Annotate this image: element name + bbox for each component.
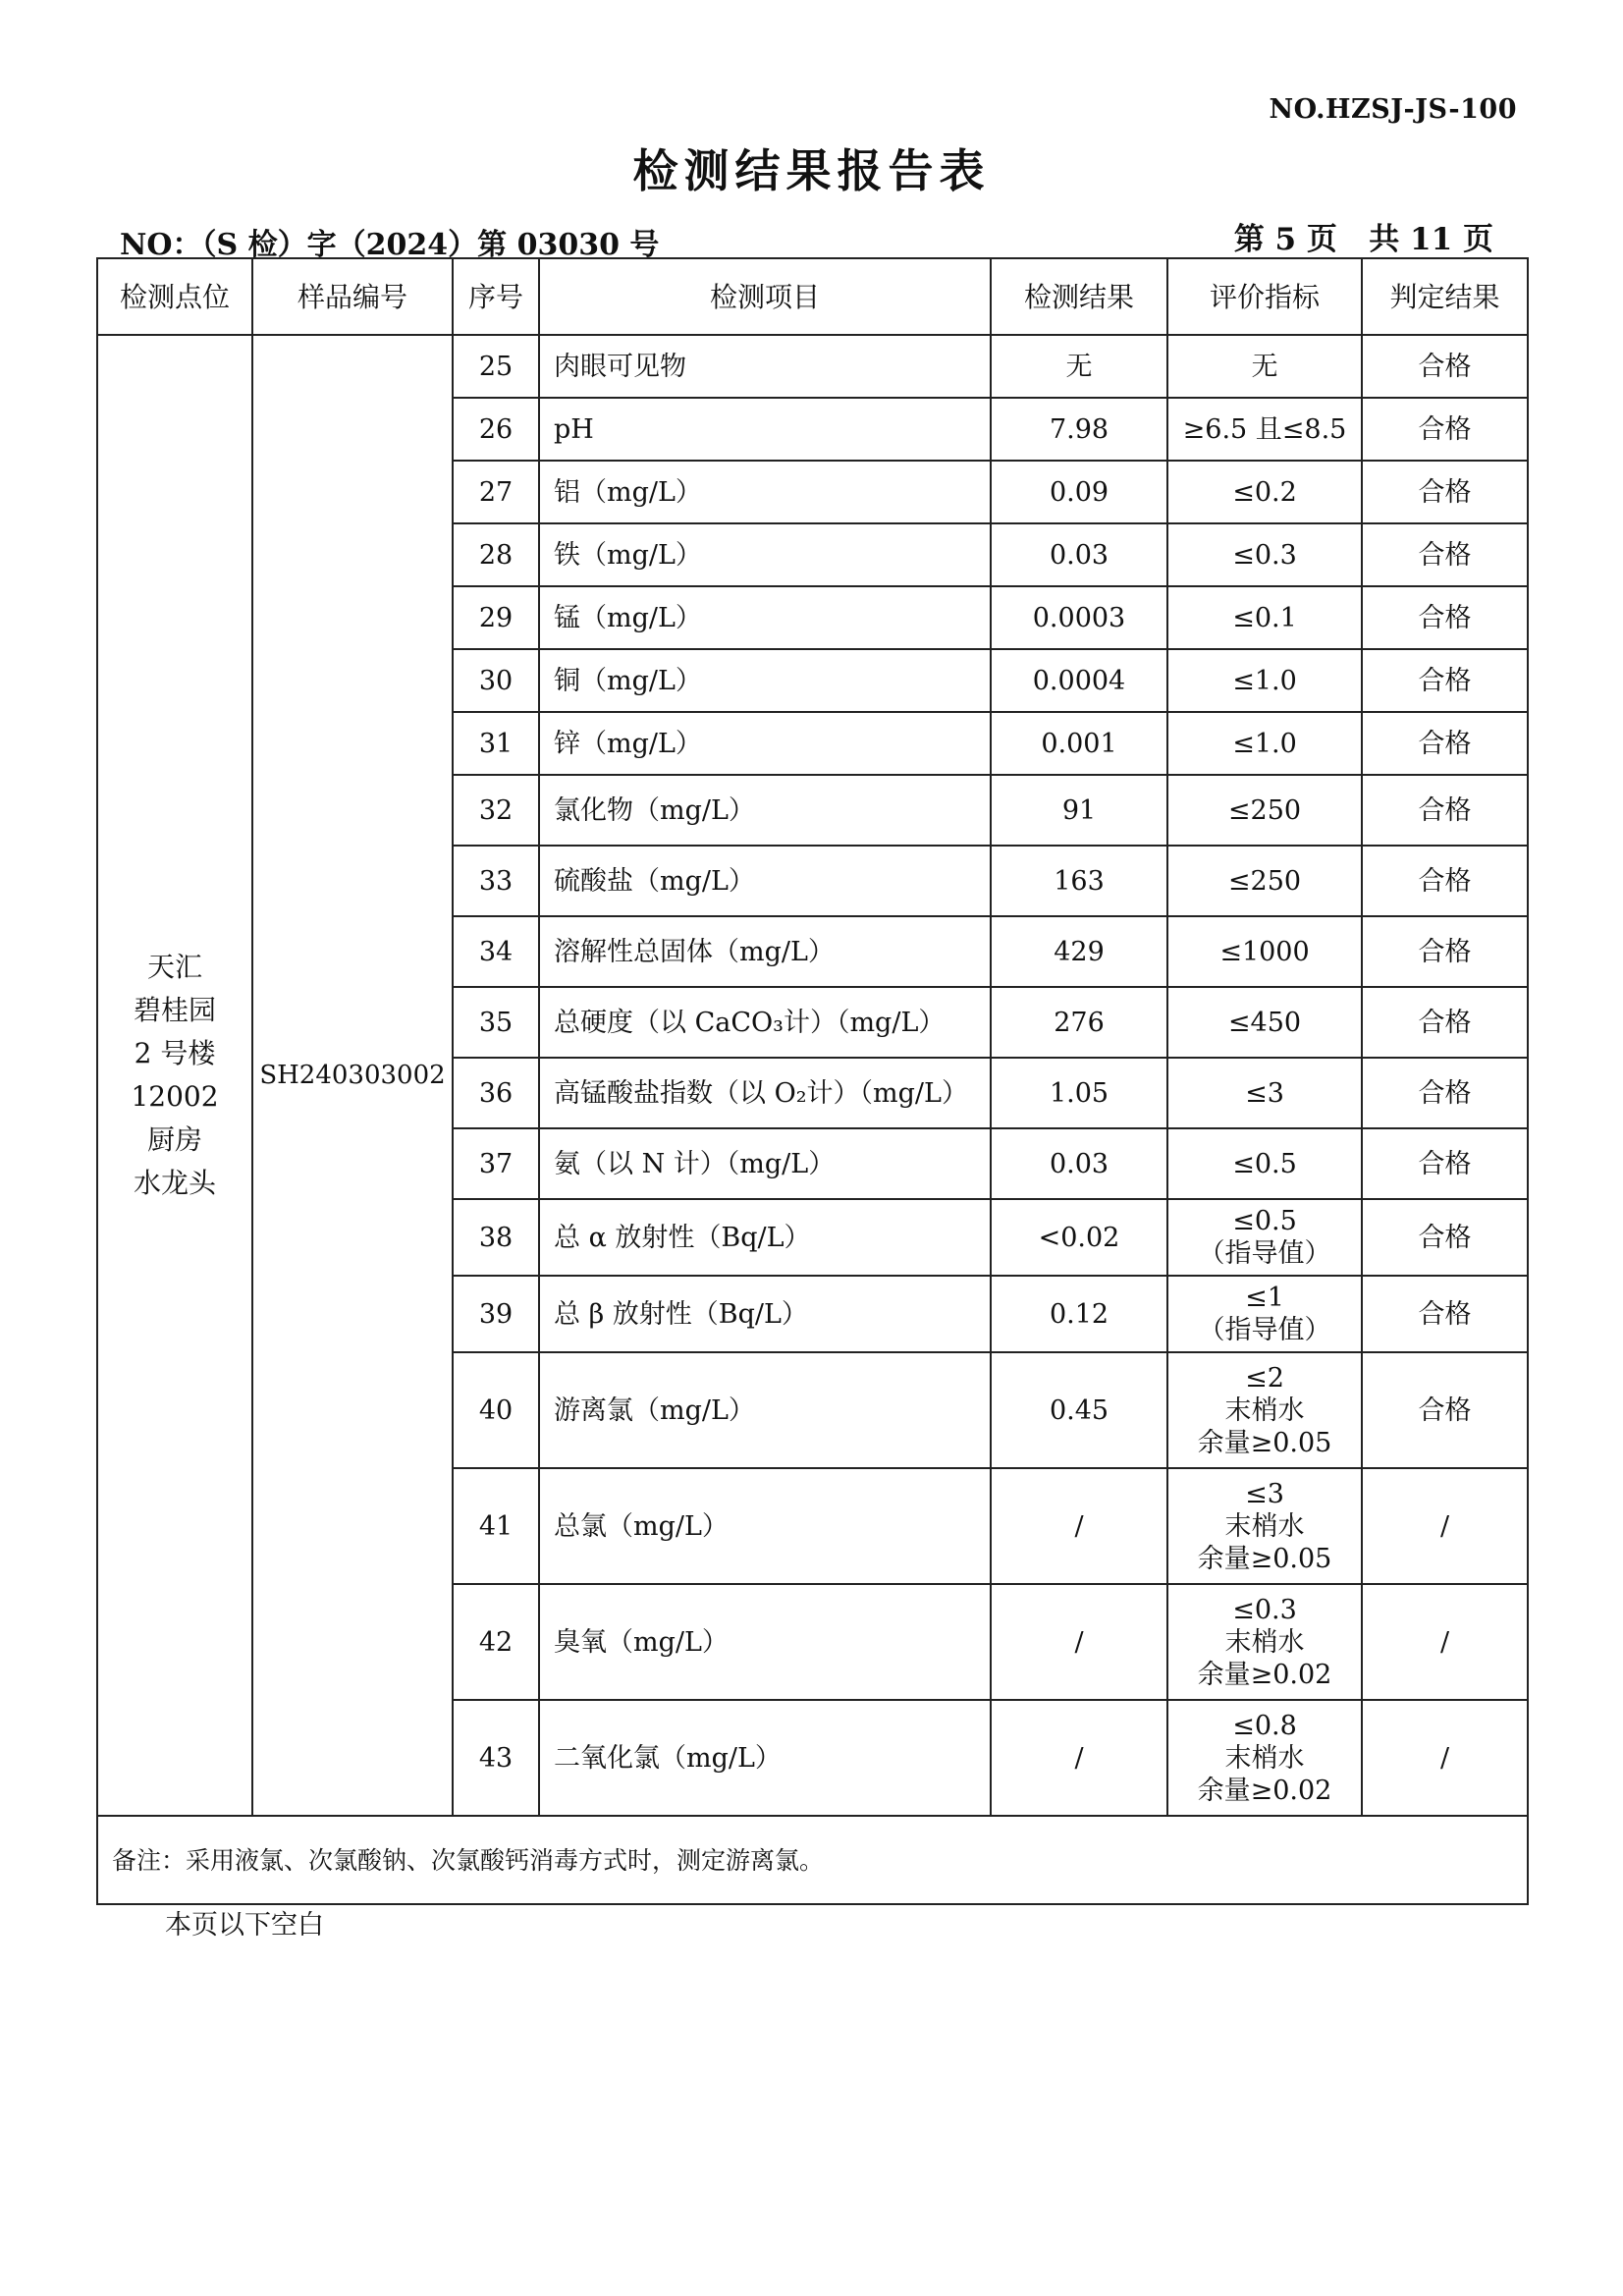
standard-line: 余量≥0.05 (1197, 1543, 1332, 1574)
test-result: 91 (991, 775, 1167, 846)
standard-line: ≤1.0 (1232, 665, 1297, 696)
location-line: 厨房 (146, 1123, 202, 1156)
test-result: 7.98 (991, 398, 1167, 461)
test-result: 0.12 (991, 1276, 1167, 1352)
test-item: 铜（mg/L） (539, 649, 991, 712)
header-seq: 序号 (453, 258, 539, 335)
row-number: 32 (453, 775, 539, 846)
row-number: 41 (453, 1468, 539, 1584)
standard-limit (1167, 335, 1362, 398)
test-result: / (991, 1468, 1167, 1584)
verdict: 合格 (1362, 916, 1528, 987)
row-number: 30 (453, 649, 539, 712)
standard-line: （指导值） (1198, 1238, 1331, 1269)
row-number: 37 (453, 1128, 539, 1199)
standard-line: ≤0.3 (1232, 1594, 1297, 1625)
test-result: 163 (991, 846, 1167, 916)
row-number: 36 (453, 1058, 539, 1128)
test-result: / (991, 1700, 1167, 1816)
test-item: 总硬度（以 CaCO₃计）（mg/L） (539, 987, 991, 1058)
results-table (96, 257, 1529, 1905)
test-result: 0.45 (991, 1352, 1167, 1468)
test-item: 锰（mg/L） (539, 586, 991, 649)
sample-id-cell: SH240303002 (252, 335, 453, 1816)
header-location: 检测点位 (97, 258, 252, 335)
header-verdict: 判定结果 (1362, 258, 1528, 335)
test-item: 氨（以 N 计）（mg/L） (539, 1128, 991, 1199)
standard-line: ≤2 (1245, 1362, 1284, 1394)
standard-limit (1167, 398, 1362, 461)
standard-line: ≤0.3 (1232, 539, 1297, 571)
test-result: 0.0004 (991, 649, 1167, 712)
row-number: 29 (453, 586, 539, 649)
standard-line: ≤0.2 (1232, 476, 1297, 508)
standard-line: 余量≥0.02 (1197, 1659, 1332, 1690)
test-item: 硫酸盐（mg/L） (539, 846, 991, 916)
row-number: 42 (453, 1584, 539, 1700)
standard-limit (1167, 1276, 1362, 1352)
standard-limit (1167, 1584, 1362, 1700)
standard-line: ≤1000 (1219, 936, 1310, 967)
standard-line: 末梢水 (1224, 1742, 1305, 1774)
row-number: 34 (453, 916, 539, 987)
standard-limit (1167, 846, 1362, 916)
report-title: 检测结果报告表 (632, 144, 991, 197)
page-indicator: 第 5 页 共 11 页 (1233, 222, 1493, 257)
standard-limit (1167, 1199, 1362, 1276)
verdict: 合格 (1362, 335, 1528, 398)
location-line: 碧桂园 (133, 994, 216, 1026)
location-line: 水龙头 (133, 1167, 216, 1199)
test-result: 0.03 (991, 1128, 1167, 1199)
test-result: / (991, 1584, 1167, 1700)
test-item: 臭氧（mg/L） (539, 1584, 991, 1700)
standard-line: 末梢水 (1224, 1510, 1305, 1542)
standard-limit (1167, 775, 1362, 846)
row-number: 33 (453, 846, 539, 916)
standard-limit (1167, 649, 1362, 712)
standard-line: ≤250 (1227, 794, 1302, 826)
location-cell (97, 335, 252, 1816)
standard-limit (1167, 1352, 1362, 1468)
test-item: pH (539, 398, 991, 461)
standard-limit (1167, 1468, 1362, 1584)
standard-limit (1167, 712, 1362, 775)
standard-line: ≥6.5 且≤8.5 (1182, 413, 1347, 445)
verdict: 合格 (1362, 586, 1528, 649)
row-number: 35 (453, 987, 539, 1058)
location-line: 2 号楼 (134, 1037, 216, 1069)
verdict: / (1362, 1700, 1528, 1816)
header-result: 检测结果 (991, 258, 1167, 335)
standard-limit (1167, 586, 1362, 649)
remark-row (97, 1816, 1528, 1904)
standard-line: ≤0.8 (1232, 1710, 1297, 1741)
verdict: 合格 (1362, 1352, 1528, 1468)
standard-limit (1167, 987, 1362, 1058)
verdict: 合格 (1362, 398, 1528, 461)
test-result: 无 (991, 335, 1167, 398)
standard-line: 余量≥0.05 (1197, 1427, 1332, 1458)
standard-limit (1167, 523, 1362, 586)
standard-line: ≤0.5 (1232, 1206, 1297, 1236)
standard-line: 余量≥0.02 (1197, 1775, 1332, 1806)
location-line: 天汇 (146, 951, 202, 983)
standard-limit (1167, 1700, 1362, 1816)
results-body (97, 335, 1528, 1816)
row-number: 27 (453, 461, 539, 523)
verdict: / (1362, 1584, 1528, 1700)
standard-line: 末梢水 (1224, 1394, 1305, 1426)
standard-limit (1167, 461, 1362, 523)
row-number: 38 (453, 1199, 539, 1276)
test-item: 溶解性总固体（mg/L） (539, 916, 991, 987)
row-number: 31 (453, 712, 539, 775)
test-item: 氯化物（mg/L） (539, 775, 991, 846)
verdict: 合格 (1362, 1058, 1528, 1128)
test-item: 铁（mg/L） (539, 523, 991, 586)
standard-line: ≤3 (1245, 1478, 1284, 1509)
row-number: 43 (453, 1700, 539, 1816)
verdict: 合格 (1362, 1128, 1528, 1199)
test-result: 276 (991, 987, 1167, 1058)
test-item: 游离氯（mg/L） (539, 1352, 991, 1468)
standard-line: ≤0.5 (1232, 1148, 1297, 1179)
standard-limit (1167, 1058, 1362, 1128)
standard-limit (1167, 916, 1362, 987)
location-line: 12002 (131, 1080, 219, 1113)
test-item: 总 α 放射性（Bq/L） (539, 1199, 991, 1276)
test-result: 0.03 (991, 523, 1167, 586)
test-item: 二氧化氯（mg/L） (539, 1700, 991, 1816)
standard-line: ≤1 (1245, 1283, 1284, 1313)
document-code: NO.HZSJ-JS-100 (1269, 94, 1517, 125)
test-item: 锌（mg/L） (539, 712, 991, 775)
row-number: 25 (453, 335, 539, 398)
test-result: 1.05 (991, 1058, 1167, 1128)
standard-line: ≤450 (1227, 1007, 1302, 1038)
test-item: 肉眼可见物 (539, 335, 991, 398)
header-item: 检测项目 (539, 258, 991, 335)
verdict: 合格 (1362, 775, 1528, 846)
blank-page-note: 本页以下空白 (165, 1910, 324, 1941)
verdict: / (1362, 1468, 1528, 1584)
test-result: 0.0003 (991, 586, 1167, 649)
verdict: 合格 (1362, 712, 1528, 775)
test-result: <0.02 (991, 1199, 1167, 1276)
table-row (97, 335, 1528, 398)
standard-limit (1167, 1128, 1362, 1199)
header-sample-id: 样品编号 (252, 258, 453, 335)
verdict: 合格 (1362, 1276, 1528, 1352)
test-item: 总氯（mg/L） (539, 1468, 991, 1584)
test-item: 总 β 放射性（Bq/L） (539, 1276, 991, 1352)
test-result: 0.09 (991, 461, 1167, 523)
standard-line: 末梢水 (1224, 1626, 1305, 1658)
standard-line: 无 (1251, 351, 1278, 382)
remark-text: 备注：采用液氯、次氯酸钠、次氯酸钙消毒方式时，测定游离氯。 (97, 1816, 1528, 1904)
verdict: 合格 (1362, 1199, 1528, 1276)
standard-line: ≤1.0 (1232, 728, 1297, 759)
verdict: 合格 (1362, 649, 1528, 712)
standard-line: （指导值） (1198, 1315, 1331, 1345)
verdict: 合格 (1362, 987, 1528, 1058)
test-item: 铝（mg/L） (539, 461, 991, 523)
standard-line: ≤0.1 (1232, 602, 1297, 633)
test-item: 高锰酸盐指数（以 O₂计）（mg/L） (539, 1058, 991, 1128)
verdict: 合格 (1362, 523, 1528, 586)
verdict: 合格 (1362, 461, 1528, 523)
table-header-row (97, 258, 1528, 335)
report-number: NO：（S 检）字（2024）第 03030 号 (120, 228, 660, 262)
standard-line: ≤250 (1227, 865, 1302, 897)
row-number: 26 (453, 398, 539, 461)
standard-line: ≤3 (1245, 1077, 1284, 1109)
row-number: 28 (453, 523, 539, 586)
test-result: 0.001 (991, 712, 1167, 775)
test-result: 429 (991, 916, 1167, 987)
row-number: 40 (453, 1352, 539, 1468)
row-number: 39 (453, 1276, 539, 1352)
header-standard: 评价指标 (1167, 258, 1362, 335)
verdict: 合格 (1362, 846, 1528, 916)
